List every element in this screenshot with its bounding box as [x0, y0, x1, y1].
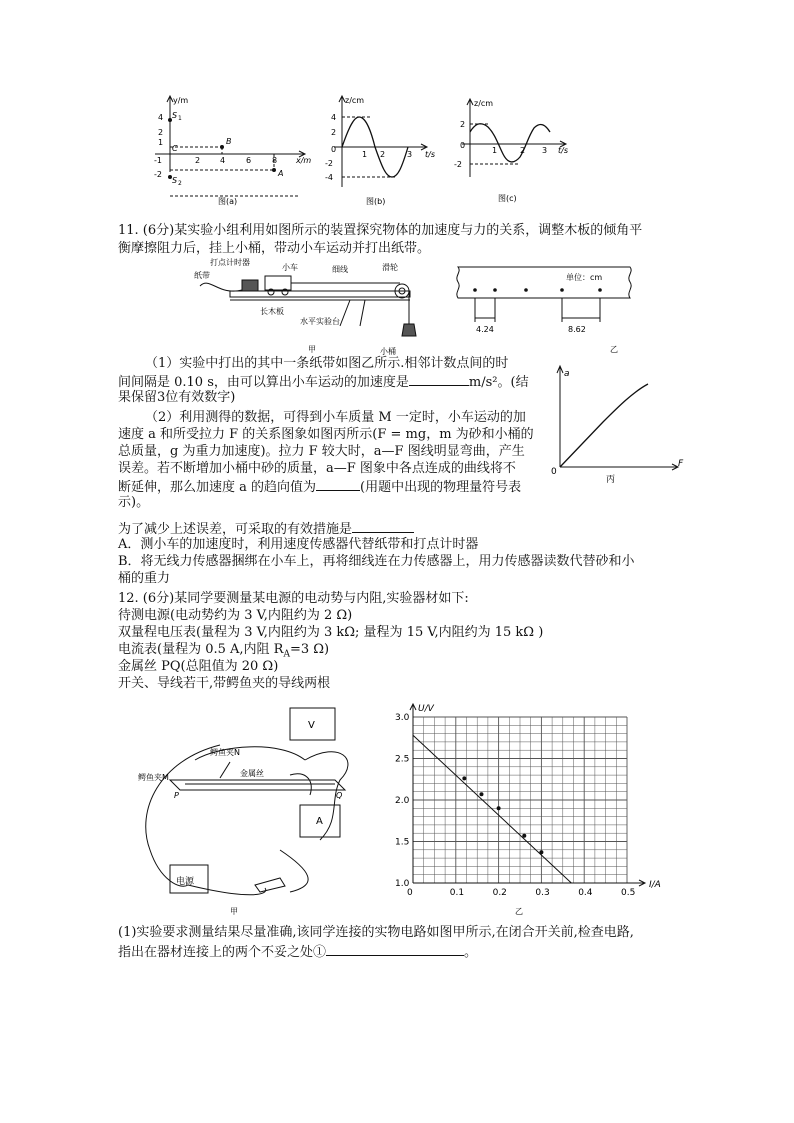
q12-line1: 12. (6分)某同学要测量某电源的电动势与内阻,实验器材如下:: [118, 591, 469, 606]
svg-text:2: 2: [520, 146, 526, 155]
svg-text:A: A: [278, 169, 284, 178]
svg-text:Q: Q: [336, 791, 343, 800]
figure-c: [448, 92, 578, 207]
svg-text:2: 2: [460, 120, 466, 129]
x-tick-label: 0.4: [578, 888, 593, 898]
svg-text:1: 1: [158, 138, 164, 147]
y-tick-label: 1.0: [395, 879, 410, 889]
svg-text:t/s: t/s: [425, 150, 435, 159]
svg-text:3: 3: [542, 146, 548, 155]
q12-answer-blank[interactable]: [326, 942, 464, 956]
data-point: [497, 806, 501, 810]
svg-text:单位：cm: 单位：cm: [566, 273, 603, 282]
q11-limit-answer-blank[interactable]: [316, 477, 360, 491]
svg-text:8: 8: [272, 156, 278, 165]
svg-text:纸带: 纸带: [194, 271, 210, 280]
svg-text:-2: -2: [454, 160, 462, 169]
q12-item-ammeter: 电流表(量程为 0.5 A,内阻 $R_A=3$ Ω): [118, 642, 330, 660]
svg-text:0: 0: [551, 467, 557, 477]
q12-item-source: 待测电源(电动势约为 3 V,内阻约为 2 Ω): [118, 608, 353, 623]
q11-line2: 衡摩擦阻力后，挂上小桶，带动小车运动并打出纸带。: [118, 241, 431, 256]
svg-text:甲: 甲: [230, 907, 238, 916]
svg-text:4: 4: [158, 113, 164, 122]
svg-text:z/cm: z/cm: [474, 99, 494, 108]
svg-text:P: P: [174, 791, 179, 800]
q11-p1-e: 果保留3位有效数字): [118, 390, 236, 405]
data-point: [539, 850, 543, 854]
q12-circuit-figure: [130, 700, 380, 920]
q11-option-b[interactable]: B．将无线力传感器捆绑在小车上，再将细线连在力传感器上，用力传感器读数代替砂和小: [118, 554, 635, 569]
q12-p1-a: (1)实验要求测量结果尽量准确,该同学连接的实物电路如图甲所示,在闭合开关前,检查电路,: [118, 925, 634, 940]
svg-text:甲: 甲: [308, 345, 316, 354]
svg-text:2: 2: [158, 128, 164, 137]
q11-p2-line5: 断延伸，那么加速度 a 的趋向值为 (用题中出现的物理量符号表: [118, 477, 521, 496]
q12-item-switch: 开关、导线若干,带鳄鱼夹的导线两根: [118, 676, 331, 691]
svg-text:S: S: [172, 111, 178, 120]
q12-p1-line2: 指出在器材连接上的两个不妥之处① 。: [118, 942, 477, 961]
svg-text:6: 6: [246, 156, 252, 165]
svg-text:1: 1: [178, 115, 182, 122]
svg-text:2: 2: [178, 180, 182, 187]
x-tick-label: 0.1: [449, 888, 465, 898]
q11-acceleration-answer-blank[interactable]: [409, 372, 469, 386]
q11-option-b-cont: 桶的重力: [118, 571, 171, 586]
svg-text:-2: -2: [154, 170, 162, 179]
svg-text:丙: 丙: [606, 475, 616, 485]
figure-a: [150, 92, 320, 207]
svg-text:水平实验台: 水平实验台: [300, 317, 340, 326]
q11-p3: 为了减少上述误差，可采取的有效措施是: [118, 519, 414, 538]
svg-text:1: 1: [492, 146, 498, 155]
svg-text:A: A: [316, 816, 323, 827]
svg-text:4.24: 4.24: [476, 325, 494, 334]
svg-text:打点计时器: 打点计时器: [210, 258, 250, 267]
graph-caption: 乙: [515, 907, 523, 916]
y-tick-label: 2.5: [395, 754, 410, 765]
data-point: [479, 792, 483, 796]
q11-p1-line2: 间间隔是 0.10 s，由可以算出小车运动的加速度是 m/s²。(结: [118, 372, 529, 391]
svg-text:长木板: 长木板: [260, 307, 284, 316]
svg-text:4: 4: [220, 156, 226, 165]
svg-text:0: 0: [331, 145, 337, 154]
q11-p2-g: 示)。: [118, 495, 150, 510]
q11-p2-a: （2）利用测得的数据，可得到小车质量 M 一定时，小车运动的加: [145, 410, 526, 425]
q11-a-F-graph: [548, 362, 688, 487]
svg-text:乙: 乙: [610, 345, 618, 354]
figure-b: [322, 92, 442, 207]
svg-text:-4: -4: [325, 173, 333, 182]
svg-text:鳄鱼夹M: 鳄鱼夹M: [138, 773, 169, 782]
x-tick-label: 0: [407, 888, 413, 898]
svg-text:滑轮: 滑轮: [382, 263, 398, 272]
svg-text:电源: 电源: [176, 877, 195, 887]
data-point: [522, 834, 526, 838]
svg-text:图(b): 图(b): [366, 197, 386, 206]
q11-option-a[interactable]: A．测小车的加速度时，利用速度传感器代替纸带和打点计时器: [118, 537, 479, 552]
q11-measure-answer-blank[interactable]: [352, 519, 414, 533]
svg-text:8.62: 8.62: [568, 325, 586, 334]
x-axis-label: I/A: [649, 880, 661, 890]
q11-tape-figure: [450, 262, 640, 354]
y-axis-label: U/V: [418, 704, 434, 714]
q12-item-wire: 金属丝 PQ(总阻值为 20 Ω): [118, 659, 279, 674]
svg-text:金属丝: 金属丝: [240, 769, 264, 778]
q11-apparatus-figure: [190, 256, 430, 356]
q12-item-voltmeter: 双量程电压表(量程为 3 V,内阻约为 3 kΩ; 量程为 15 V,内阻约为 15 kΩ ): [118, 625, 544, 640]
q11-line1: 11. (6分)某实验小组利用如图所示的装置探究物体的加速度与力的关系，调整木板的倾角平: [118, 223, 643, 238]
svg-text:-2: -2: [325, 159, 333, 168]
data-point: [462, 776, 466, 780]
svg-text:0: 0: [460, 141, 466, 150]
y-tick-label: 3.0: [395, 713, 410, 723]
svg-text:S: S: [172, 176, 178, 185]
svg-text:图(c): 图(c): [498, 194, 517, 203]
svg-text:B: B: [226, 137, 232, 146]
y-tick-label: 1.5: [395, 837, 410, 848]
svg-text:F: F: [678, 459, 684, 469]
svg-text:y/m: y/m: [173, 96, 189, 105]
q11-p2-b: 速度 a 和所受拉力 F 的关系图象如图丙所示(F = mg，m 为砂和小桶的: [118, 427, 534, 442]
svg-text:t/s: t/s: [558, 146, 568, 155]
svg-text:小桶: 小桶: [380, 347, 396, 356]
svg-text:x/m: x/m: [296, 156, 312, 165]
svg-text:2: 2: [195, 156, 201, 165]
svg-text:2: 2: [331, 128, 337, 137]
svg-text:4: 4: [331, 113, 337, 122]
q11-p2-d: 误差。若不断增加小桶中砂的质量，a—F 图象中各点连成的曲线将不: [118, 461, 516, 476]
svg-text:细线: 细线: [332, 265, 348, 274]
svg-text:V: V: [308, 720, 315, 731]
svg-text:z/cm: z/cm: [345, 96, 365, 105]
svg-text:小车: 小车: [282, 263, 298, 272]
q12-U-I-graph: [385, 700, 675, 920]
svg-text:-1: -1: [154, 156, 162, 165]
x-tick-label: 0.3: [535, 888, 550, 898]
x-tick-label: 0.5: [621, 888, 636, 898]
y-tick-label: 2.0: [395, 796, 410, 806]
svg-text:鳄鱼夹N: 鳄鱼夹N: [210, 748, 240, 757]
svg-text:图(a): 图(a): [218, 197, 238, 206]
q11-p2-c: 总质量，g 为重力加速度)。拉力 F 较大时，a—F 图线明显弯曲，产生: [118, 444, 525, 459]
x-tick-label: 0.2: [492, 888, 507, 898]
svg-text:2: 2: [380, 150, 386, 159]
svg-text:1: 1: [362, 150, 368, 159]
svg-text:C: C: [172, 144, 178, 153]
svg-text:3: 3: [407, 150, 413, 159]
svg-text:a: a: [564, 369, 570, 379]
fit-line: [413, 735, 571, 883]
q11-p1-a: （1）实验中打出的其中一条纸带如图乙所示.相邻计数点间的时: [145, 356, 509, 371]
